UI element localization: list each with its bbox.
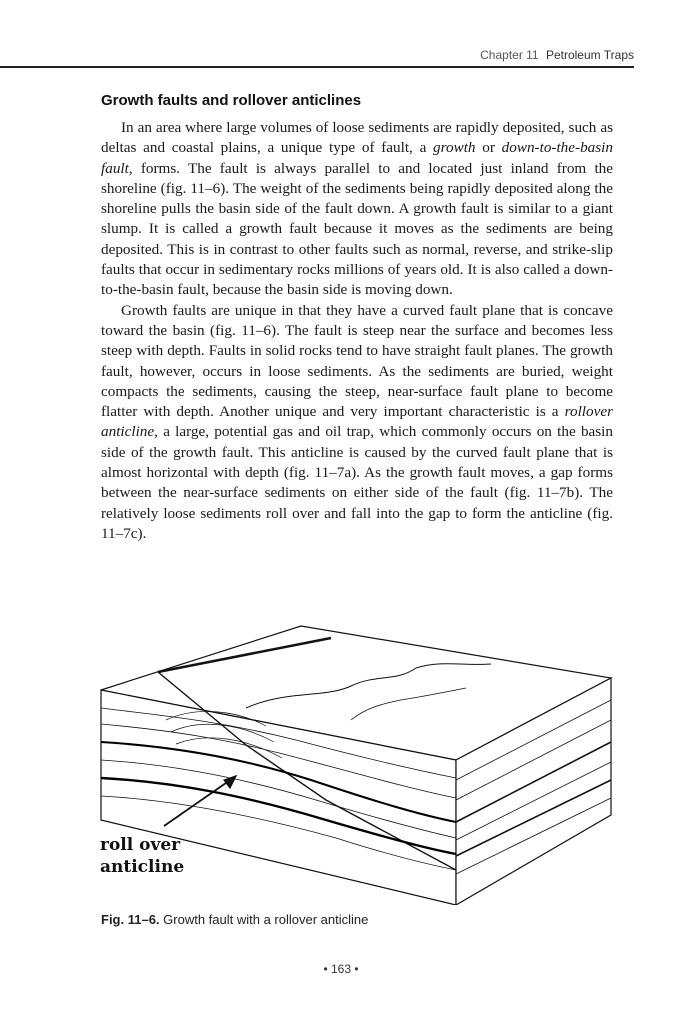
paragraph-1-emphasis-down-to-basin: down-to-the-basin fault (101, 139, 613, 177)
figure-label (100, 834, 184, 878)
paragraph-2-text-a: Growth faults are unique in that they have a curved fault plane that is concave toward the basin (fig. 11–6). The fault is steep near the surface and becomes less steep with depth. Faults in solid rocks tend to have straight fault planes. The growth fault, however, occurs in loose sediments. As the sediments are buried, weight compacts the sediments, causing the steep, near-surface fault plane to become flatter with depth. Another unique and very important characteristic is a (101, 301, 613, 421)
page-number: • 163 • (323, 962, 359, 976)
figure-label-line-1: roll over (100, 835, 181, 855)
figure-number: Fig. 11–6. (101, 912, 160, 927)
paragraph-1-text-c: , forms. The fault is always parallel to and located just inland from the shoreline (fig. 11–6). The weight of the sediments being rapidly deposited along the shoreline pulls the basin side of the fault down. A growth fault is similar to a giant slump. It is called a growth fault because it moves as the sediments are being deposited. This is in contrast to other faults such as normal, reverse, and strike-slip faults that occur in sedimentary rocks millions of years old. It is also called a down-to-the-basin fault, because the basin side is moving down. (101, 159, 613, 299)
body-text (101, 118, 613, 544)
running-header (480, 48, 634, 62)
header-divider (0, 66, 634, 68)
paragraph-1 (101, 118, 613, 301)
section-heading: Growth faults and rollover anticlines (101, 92, 362, 109)
paragraph-1-text-a: In an area where large volumes of loose sediments are rapidly deposited, such as deltas and coastal plains, a unique type of fault, a (101, 119, 613, 157)
figure-label-line-2: anticline (100, 857, 185, 877)
paragraph-1-text-b: or (475, 139, 502, 157)
paragraph-2-emphasis-rollover: rollover anticline (101, 403, 613, 441)
chapter-title: Petroleum Traps (545, 48, 634, 62)
figure-caption-text: Growth fault with a rollover anticline (159, 912, 369, 927)
figure-caption (101, 912, 368, 927)
chapter-number: Chapter 11 (480, 48, 539, 62)
paragraph-1-emphasis-growth: growth (433, 139, 476, 157)
paragraph-2 (101, 301, 613, 545)
paragraph-2-text-b: , a large, potential gas and oil trap, which commonly occurs on the basin side of the growth fault. This anticline is caused by the curved fault plane that is almost horizontal with depth (fig. 11–7a). As the growth fault moves, a gap forms between the near-surface sediments on either side of the fault (fig. 11–7b). The relatively loose sediments roll over and fall into the gap to form the anticline (fig. 11–7c). (101, 423, 613, 542)
